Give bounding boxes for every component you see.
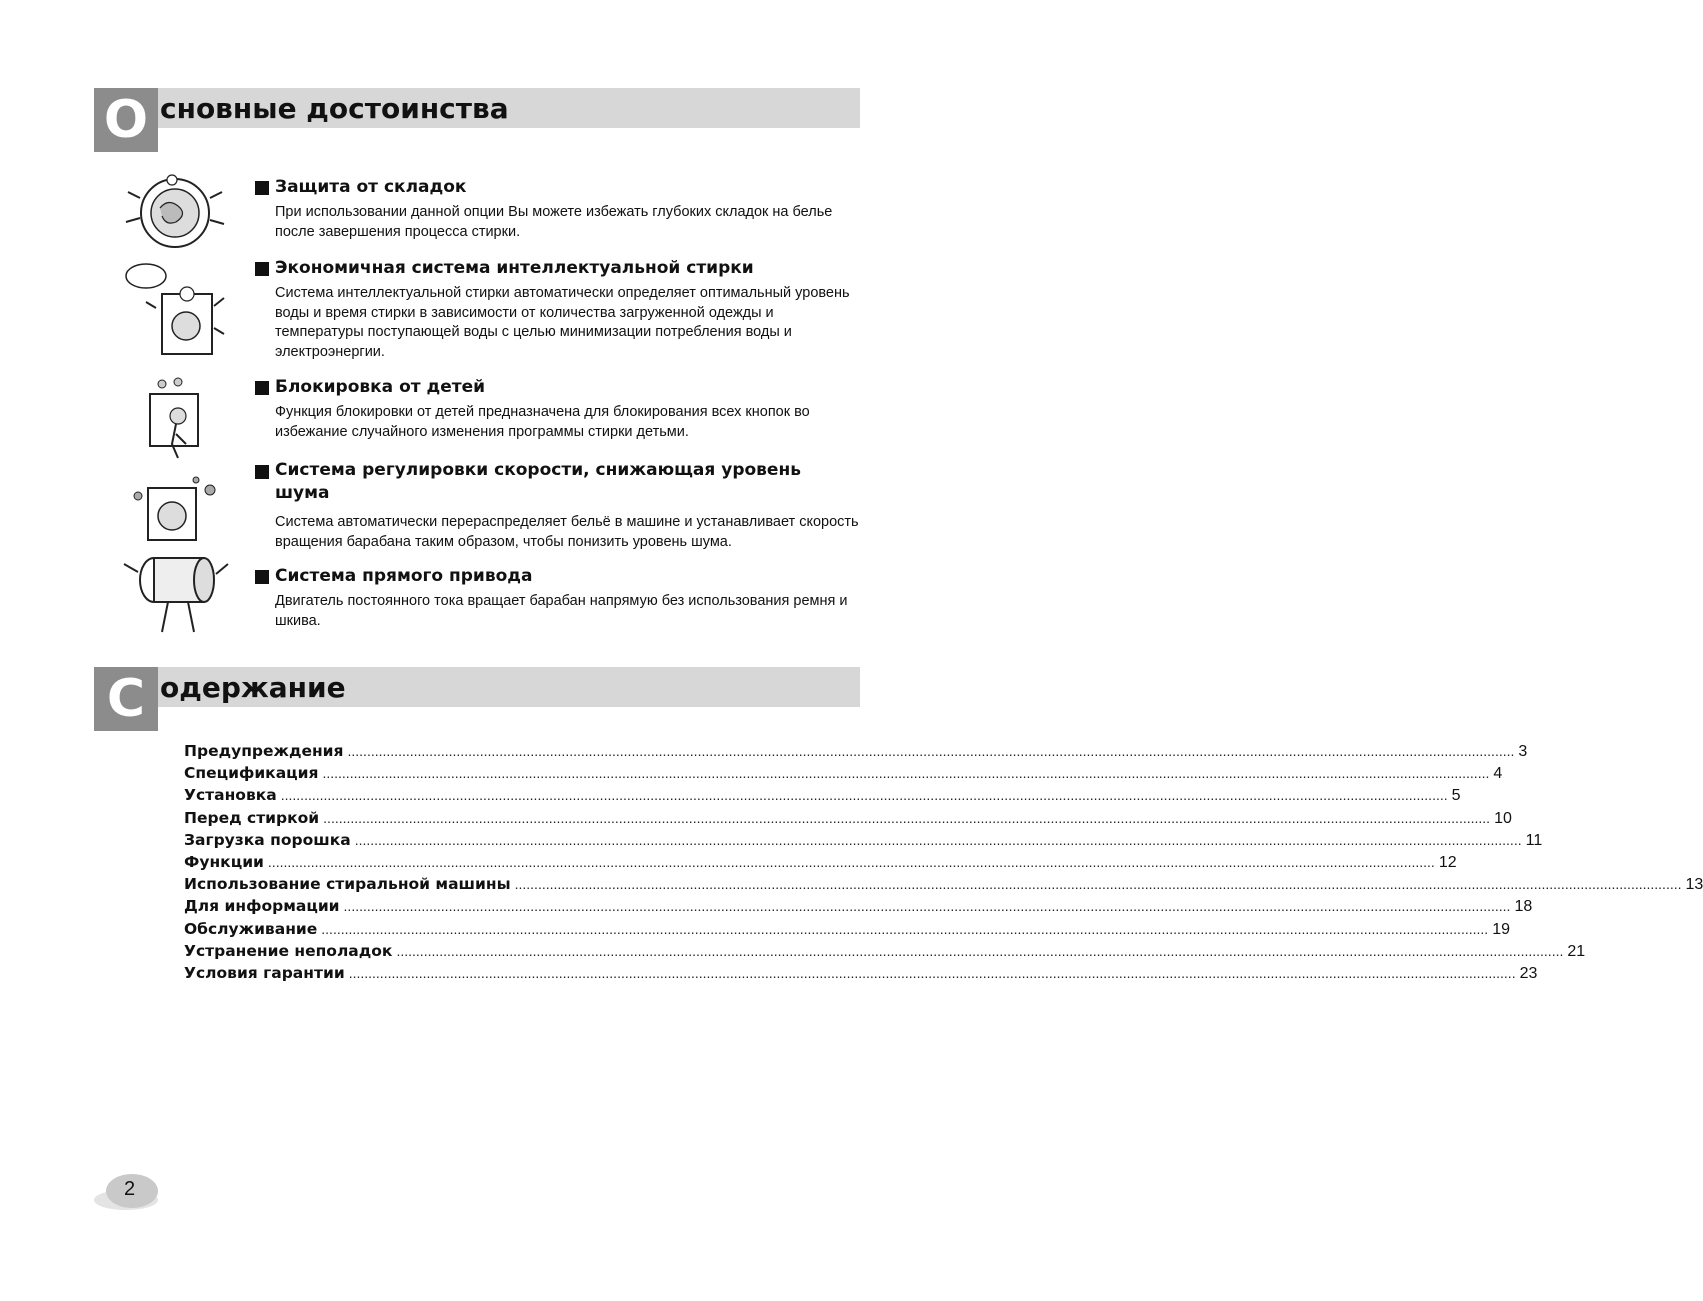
toc-leader-dots: ............................................................................................................................................................................................................................................................................................................ [322, 765, 1490, 782]
toc-entry-page: 23 [1519, 964, 1538, 982]
toc-entry[interactable] [184, 895, 1533, 917]
wrinkle-care-drum-icon [120, 168, 230, 258]
feature-wrinkle-care [255, 176, 865, 242]
toc-entry-label: Предупреждения [184, 742, 344, 760]
toc-entry-label: Загрузка порошка [184, 830, 351, 849]
toc-leader-dots: ............................................................................................................................................................................................................................................................................................................ [321, 920, 1489, 937]
toc-entry[interactable] [184, 740, 1528, 762]
toc-entry-label: Функции [184, 852, 264, 871]
toc-entry-page: 11 [1525, 831, 1543, 849]
feature-smart-wash [255, 257, 865, 362]
feature-title: Блокировка от детей [275, 377, 486, 397]
toc-entry-label: Спецификация [184, 764, 319, 783]
toc-leader-dots: ............................................................................................................................................................................................................................................................................................................ [323, 809, 1491, 826]
feature-description: Двигатель постоянного тока вращает барабан напрямую без использования ремня и шкива. [275, 593, 848, 629]
toc-entry-page: 19 [1492, 920, 1510, 938]
toc-entry-page: 18 [1514, 898, 1533, 916]
toc-entry[interactable] [184, 807, 1512, 829]
toc-entry-page: 13 [1685, 876, 1703, 894]
page-number: 2 [124, 1178, 136, 1200]
feature-description: При использовании данной опции Вы можете избежать глубоких складок на белье после завершения процесса стирки. [275, 204, 833, 240]
feature-description: Система интеллектуальной стирки автоматически определяет оптимальный уровень воды и время стирки в зависимости от количества загруженной одежды и температуры поступающей воды с целью минимизации потребления воды и электроэнергии. [275, 285, 850, 360]
feature-title: Экономичная система интеллектуальной стирки [275, 258, 754, 278]
toc-entry-page: 4 [1493, 765, 1503, 783]
toc-entry-page: 21 [1567, 942, 1586, 960]
direct-drive-motor-icon [118, 552, 232, 642]
child-lock-icon [140, 376, 210, 468]
toc-leader-dots: ............................................................................................................................................................................................................................................................................................................ [343, 898, 1511, 915]
toc-entry-page: 3 [1518, 743, 1528, 760]
bullet-square-icon [255, 465, 269, 479]
toc-entry[interactable] [184, 940, 1586, 962]
feature-low-noise [255, 459, 865, 552]
toc-entry[interactable] [184, 762, 1503, 784]
toc-leader-dots: ............................................................................................................................................................................................................................................................................................................ [267, 853, 1435, 870]
feature-description: Функция блокировки от детей предназначена для блокирования всех кнопок во избежание случайного изменения программы стирки детьми. [275, 404, 810, 440]
toc-entry-label: Условия гарантии [184, 963, 345, 982]
toc-leader-dots: ............................................................................................................................................................................................................................................................................................................ [348, 964, 1516, 981]
bullet-square-icon [255, 570, 269, 584]
toc-leader-dots: ............................................................................................................................................................................................................................................................................................................ [280, 787, 1448, 804]
feature-description: Система автоматически перераспределяет бельё в машине и устанавливает скорость вращения барабана таким образом, чтобы понизить уровень шума. [275, 514, 859, 550]
toc-entry[interactable] [184, 962, 1538, 984]
toc-entry-label: Обслуживание [184, 919, 318, 938]
feature-child-lock [255, 376, 865, 442]
toc-entry[interactable] [184, 829, 1543, 851]
bullet-square-icon [255, 381, 269, 395]
toc-entry[interactable] [184, 784, 1461, 806]
toc-leader-dots: ............................................................................................................................................................................................................................................................................................................ [514, 876, 1682, 893]
smart-wash-machine-icon [122, 258, 232, 358]
header-capital-letter: С [94, 667, 158, 731]
feature-title: Система прямого привода [275, 566, 533, 586]
toc-entry-label: Установка [184, 786, 277, 805]
toc-entry[interactable] [184, 851, 1457, 873]
feature-title: Защита от складок [275, 177, 467, 197]
toc-entry[interactable] [184, 873, 1703, 895]
page-number-badge [94, 1170, 164, 1212]
toc-leader-dots: ............................................................................................................................................................................................................................................................................................................ [396, 942, 1564, 959]
contents-section-title: одержание [160, 671, 346, 704]
low-noise-machine-icon [130, 476, 220, 544]
toc-entry-label: Перед стиркой [184, 808, 320, 827]
header-capital-letter: О [94, 88, 158, 152]
contents-section-header [94, 667, 860, 731]
bullet-square-icon [255, 181, 269, 195]
toc-entry-label: Устранение неполадок [184, 941, 393, 960]
toc-entry-page: 12 [1438, 853, 1457, 871]
feature-direct-drive [255, 565, 865, 631]
table-of-contents [184, 740, 1703, 984]
features-section-header [94, 88, 860, 152]
features-section-title: сновные достоинства [160, 92, 509, 125]
toc-entry-label: Использование стиральной машины [184, 875, 511, 894]
toc-entry[interactable] [184, 918, 1510, 940]
toc-entry-label: Для информации [184, 897, 340, 916]
toc-entry-page: 10 [1494, 809, 1512, 827]
toc-leader-dots: ............................................................................................................................................................................................................................................................................................................ [347, 743, 1515, 759]
toc-entry-page: 5 [1451, 787, 1461, 805]
bullet-square-icon [255, 262, 269, 276]
feature-title: Система регулировки скорости, снижающая уровень шума [275, 460, 801, 503]
toc-leader-dots: ............................................................................................................................................................................................................................................................................................................ [354, 831, 1522, 848]
